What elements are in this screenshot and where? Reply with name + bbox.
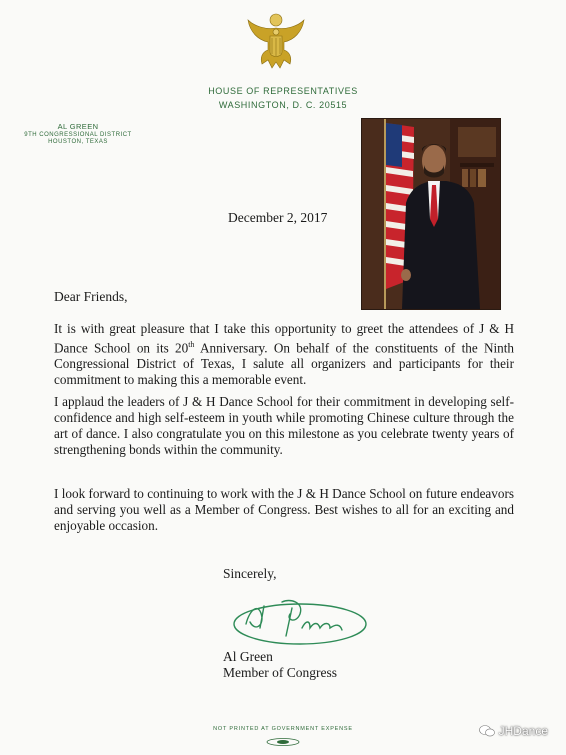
paragraph-2: I applaud the leaders of J & H Dance School for their commitment in developing self-confidence and high self-esteem in youth while promoting Chinese culture through the art of dance. I also congratulate you on this milestone as you celebrate twenty years of strengthening bonds within the community. xyxy=(54,394,514,457)
paragraph-3: I look forward to continuing to work with the J & H Dance School on future endeavors and serving you well as a Member of Congress. Best wishes to all for an exciting and enjoyable occasion. xyxy=(54,486,514,533)
eagle-seal-icon xyxy=(246,12,306,76)
member-district: 9TH CONGRESSIONAL DISTRICT xyxy=(24,132,132,138)
letterhead-line-2: WASHINGTON, D. C. 20515 xyxy=(218,100,348,110)
footer-note: NOT PRINTED AT GOVERNMENT EXPENSE xyxy=(213,726,353,732)
signer-block xyxy=(223,649,337,681)
letterhead-line-1: HOUSE OF REPRESENTATIVES xyxy=(208,86,358,96)
paragraph-1-part-b: Anniversary. On behalf of the constituents of the Ninth Congressional District of Texas, I salute all organizers and participants for their commitment to making this a memorable event. xyxy=(54,340,514,388)
ordinal-suffix: th xyxy=(188,340,195,349)
signer-title: Member of Congress xyxy=(223,665,337,680)
chat-bubble-icon xyxy=(479,724,495,738)
watermark-text: JHDance xyxy=(498,724,548,738)
member-name: AL GREEN xyxy=(57,122,99,131)
closing: Sincerely, xyxy=(223,566,277,581)
member-block xyxy=(18,122,138,145)
paragraph-1-part-a: It is with great pleasure that I take this opportunity to greet the attendees of J & H Dance School on its 20 xyxy=(54,321,514,356)
paragraph-1 xyxy=(54,321,514,388)
letter-date: December 2, 2017 xyxy=(228,210,328,225)
handwritten-signature xyxy=(220,588,370,648)
signer-name: Al Green xyxy=(223,649,273,664)
union-bug-icon xyxy=(266,738,300,746)
greeting: Dear Friends, xyxy=(54,289,128,304)
watermark xyxy=(479,724,548,738)
member-city: HOUSTON, TEXAS xyxy=(48,139,108,145)
portrait-photo xyxy=(361,118,501,310)
